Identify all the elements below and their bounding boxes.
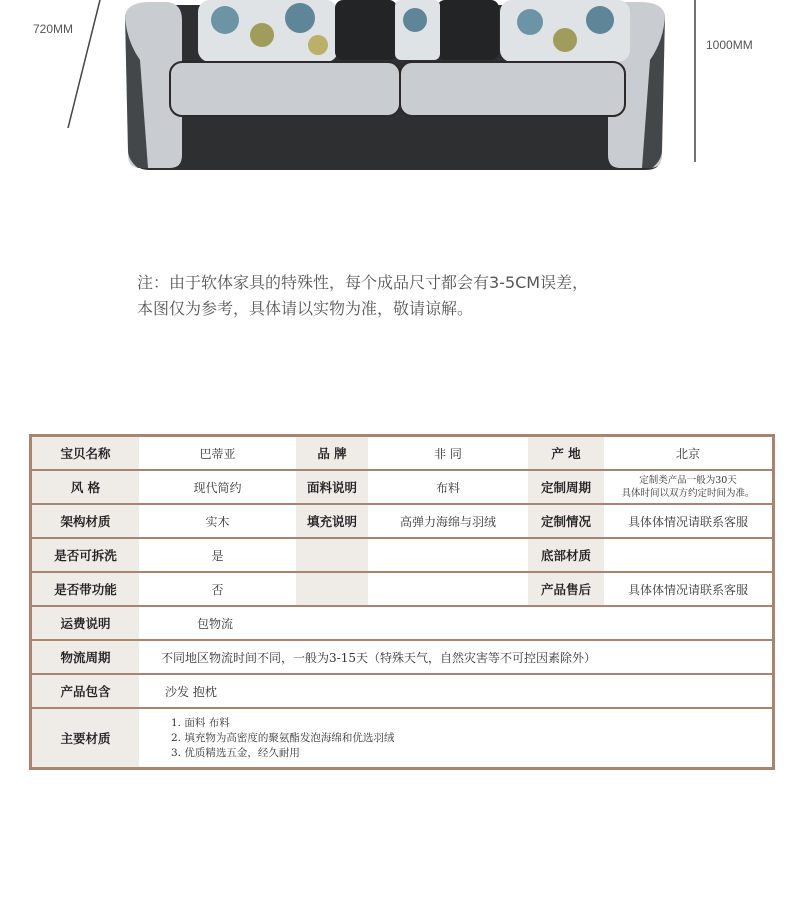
value-washable: 是 [211, 548, 224, 563]
value-customization: 具体体情况请联系客服 [627, 514, 748, 529]
value-empty [368, 573, 528, 605]
label-product-name: 宝贝名称 [32, 437, 139, 469]
value-function: 否 [211, 582, 224, 597]
value-package: 沙发 抱枕 [165, 684, 217, 699]
value-fabric: 布料 [435, 480, 460, 495]
material-item: 1. 面料 布料 [171, 716, 230, 729]
table-row [32, 539, 772, 573]
material-item: 2. 填充物为高密度的聚氨酯发泡海绵和优选羽绒 [171, 731, 395, 744]
table-row [32, 709, 772, 767]
label-empty [296, 573, 368, 605]
material-item: 3. 优质精选五金，经久耐用 [171, 746, 300, 759]
label-customization: 定制情况 [528, 505, 604, 537]
label-after-sales: 产品售后 [528, 573, 604, 605]
table-row [32, 607, 772, 641]
product-spec-table [29, 434, 775, 770]
value-brand: 非 同 [434, 446, 462, 461]
value-filling: 高弹力海绵与羽绒 [399, 514, 496, 529]
value-logistics: 不同地区物流时间不同，一般为3-15天（特殊天气，自然灾害等不可控因素除外） [161, 650, 596, 665]
label-empty [296, 539, 368, 571]
label-fabric: 面料说明 [296, 471, 368, 503]
value-empty [368, 539, 528, 571]
label-brand: 品 牌 [296, 437, 368, 469]
custom-period-line-2: 具体时间以双方约定时间为准。 [621, 488, 755, 499]
table-row [32, 573, 772, 607]
label-logistics: 物流周期 [32, 641, 139, 673]
label-bottom-material: 底部材质 [528, 539, 604, 571]
value-custom-period [604, 471, 772, 503]
table-row [32, 641, 772, 675]
sofa-illustration [0, 0, 790, 190]
label-style: 风 格 [32, 471, 139, 503]
label-origin: 产 地 [528, 437, 604, 469]
label-main-materials: 主要材质 [32, 709, 139, 767]
table-row [32, 437, 772, 471]
height-dimension-label: 1000MM [706, 38, 753, 52]
size-disclaimer-note [137, 270, 757, 322]
label-custom-period: 定制周期 [528, 471, 604, 503]
value-bottom-material [604, 539, 772, 571]
value-after-sales: 具体体情况请联系客服 [627, 582, 748, 597]
label-function: 是否带功能 [32, 573, 139, 605]
table-row [32, 675, 772, 709]
table-row [32, 471, 772, 505]
label-shipping: 运费说明 [32, 607, 139, 639]
pillow-center-dark-left [335, 0, 397, 60]
seat-cushion-left [170, 62, 400, 116]
value-origin: 北京 [675, 446, 700, 461]
label-filling: 填充说明 [296, 505, 368, 537]
note-line-2: 本图仅为参考，具体请以实物为准，敬请谅解。 [137, 299, 474, 318]
value-shipping: 包物流 [197, 616, 234, 631]
label-frame-material: 架构材质 [32, 505, 139, 537]
value-product-name: 巴蒂亚 [199, 446, 236, 461]
value-main-materials [139, 709, 772, 767]
value-frame-material: 实木 [205, 514, 230, 529]
seat-cushion-right [400, 62, 625, 116]
label-washable: 是否可拆洗 [32, 539, 139, 571]
note-line-1: 注：由于软体家具的特殊性，每个成品尺寸都会有3-5CM误差， [137, 273, 589, 292]
sofa-image [0, 0, 790, 190]
table-row [32, 505, 772, 539]
label-package: 产品包含 [32, 675, 139, 707]
custom-period-line-1: 定制类产品一般为30天 [639, 475, 737, 486]
depth-dimension-line [68, 0, 100, 128]
value-style: 现代简约 [193, 480, 242, 495]
pillow-center-dark-right [437, 0, 499, 60]
depth-dimension-label: 720MM [33, 22, 74, 36]
